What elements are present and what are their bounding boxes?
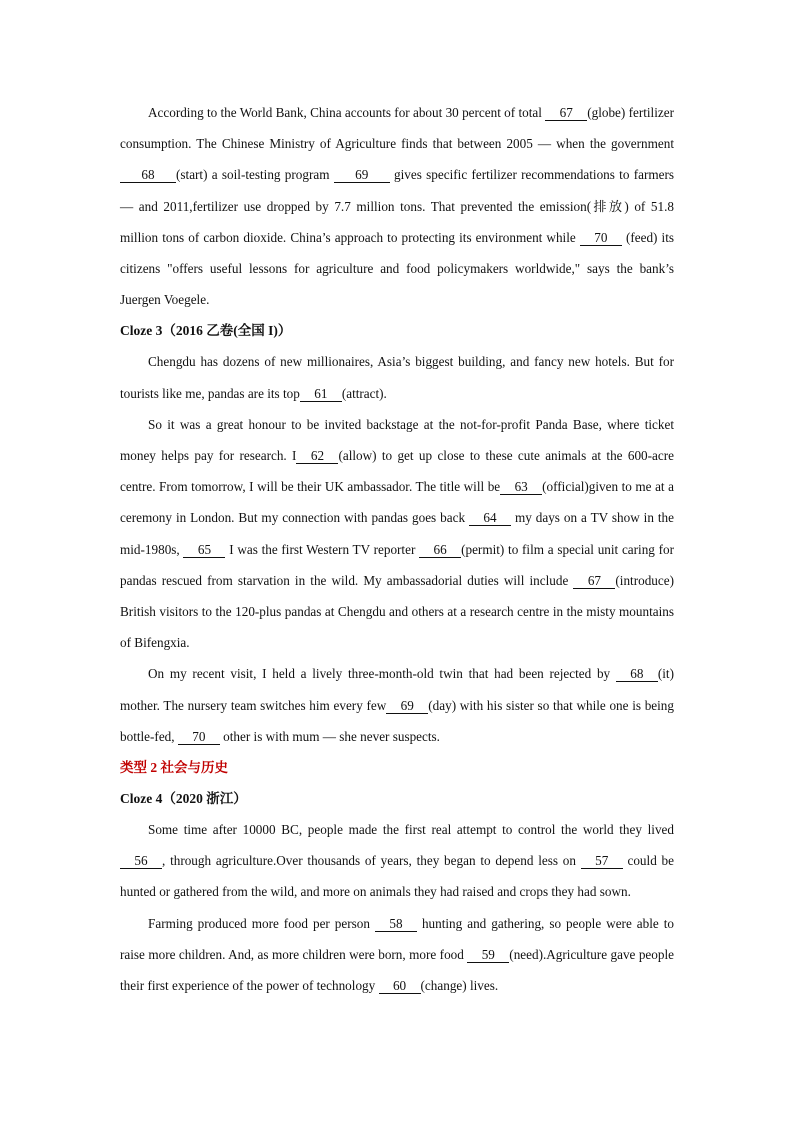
blank-63: 63 — [500, 479, 542, 495]
blank-65: 65 — [183, 542, 225, 558]
blank-56: 56 — [120, 853, 162, 869]
blank-67: 67 — [545, 105, 587, 121]
blank-58: 58 — [375, 916, 417, 932]
cloze4-paragraph-1: Some time after 10000 BC, people made the first real attempt to control the world they lived 56 , through agriculture.Over thousands of years, they began to depend less on 57 could be hunted or gathered from the wild, and more on animals they had raised and crops they had sown. — [120, 822, 675, 900]
cloze4-heading: Cloze 4（2020 浙江） — [120, 791, 247, 807]
blank-57: 57 — [581, 853, 623, 869]
cloze4-paragraph-2: Farming produced more food per person 58 hunting and gathering, so people were able to raise more children. And, as more children were born, more food 59 (need).Agriculture gave people their first experience of the power of technology 60 (change) lives. — [120, 915, 675, 994]
blank-61: 61 — [300, 386, 342, 402]
blank-60: 60 — [379, 978, 421, 994]
cloze3-paragraph-1: Chengdu has dozens of new millionaires, Asia’s biggest building, and fancy new hotels. But for tourists like me, pandas are its top 61 (attract). — [120, 354, 674, 401]
blank-66: 66 — [419, 542, 461, 558]
blank-67: 67 — [573, 573, 615, 589]
cloze3-paragraph-3: On my recent visit, I held a lively three-month-old twin that had been rejected by 68 (it) mother. The nursery team switches him every few 69 (day) with his sister so that while one is being bottle-fed, 70 other is with mum — she never suspects. — [120, 666, 674, 744]
blank-70: 70 — [580, 230, 622, 246]
blank-64: 64 — [469, 510, 511, 526]
blank-68: 68 — [120, 167, 176, 183]
document-page — [120, 97, 674, 1001]
blank-70: 70 — [178, 729, 220, 745]
cloze3-paragraph-2: So it was a great honour to be invited backstage at the not-for-profit Panda Base, where ticket money helps pay for research. I 62 (allow) to get up close to these cute animals at the 600-acre centre. From tomorrow, I will be their UK ambassador. The title will be 63 (official)given to me at a ceremony in London. But my connection with pandas goes back 64 my days on a TV show in the mid-1980s, 65 I was the first Western TV reporter 66 (permit) to film a special unit caring for pandas rescued from starvation in the wild. My ambassadorial duties will include 67 (introduce) British visitors to the 120-plus pandas at Chengdu and others at a research centre in the misty mountains of Bifengxia. — [120, 416, 675, 651]
blank-69: 69 — [386, 698, 428, 714]
type2-heading: 类型 2 社会与历史 — [120, 760, 228, 776]
cloze2-paragraph: According to the World Bank, China accounts for about 30 percent of total 67 (globe) fertilizer consumption. The Chinese Ministry of Agriculture finds that between 2005 — when the government 68 (start) a soil-testing program 69 gives specific fertilizer recommendations to farmers — and 2011,fertilizer use dropped by 7.7 million tons. That prevented the emission(排放) of 51.8 million tons of carbon dioxide. China’s approach to protecting its environment while 70 (feed) its citizens "offers useful lessons for agriculture and food policymakers worldwide," says the bank’s Juergen Voegele. — [120, 105, 674, 308]
blank-62: 62 — [296, 448, 338, 464]
cloze3-heading: Cloze 3（2016 乙卷(全国 I)） — [120, 323, 292, 339]
blank-69: 69 — [334, 167, 390, 183]
blank-68: 68 — [616, 666, 658, 682]
blank-59: 59 — [467, 947, 509, 963]
